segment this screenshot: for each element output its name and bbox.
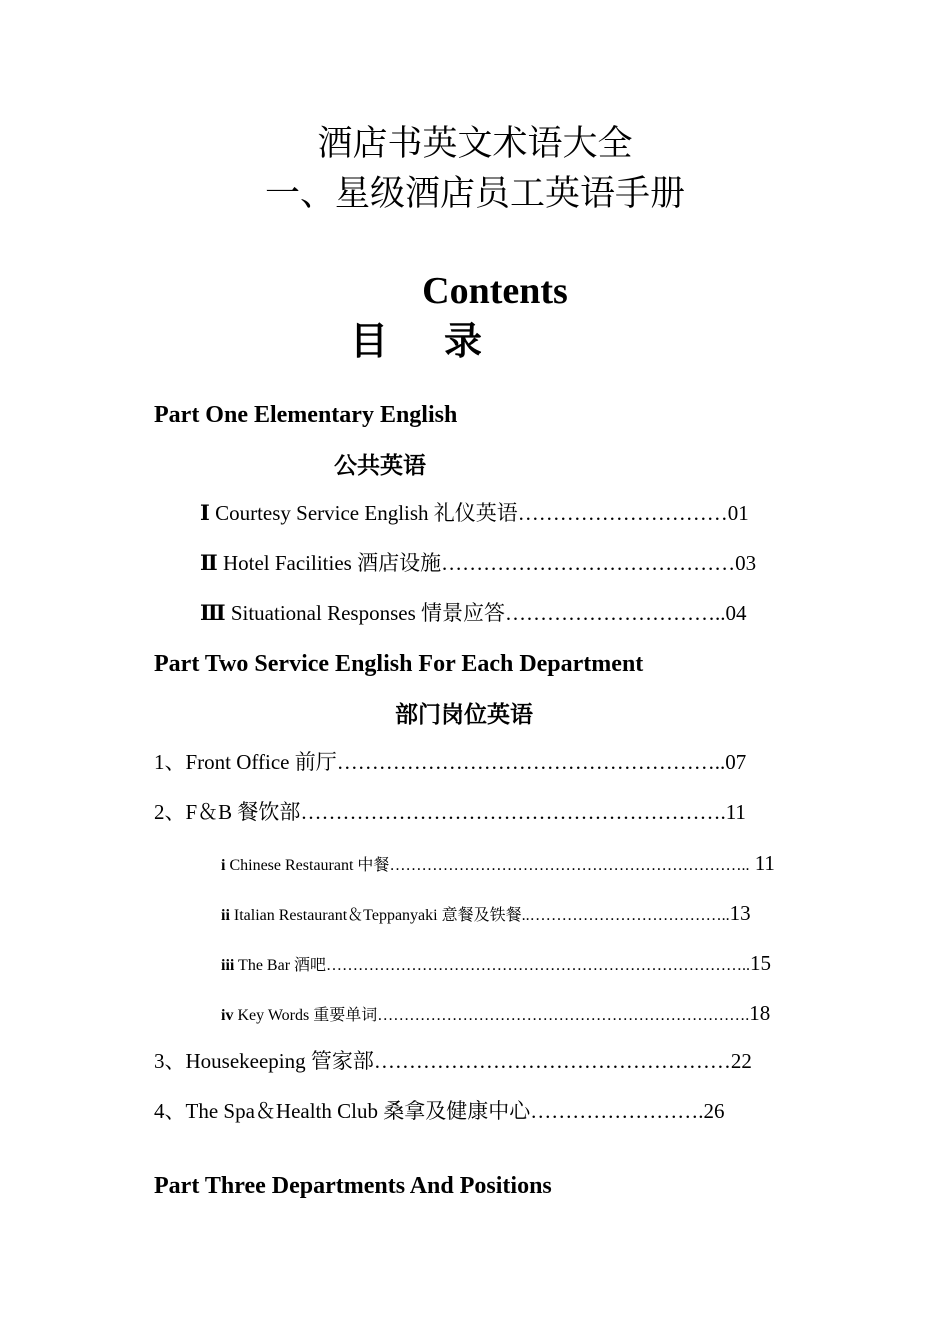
toc-entry[interactable] bbox=[200, 603, 747, 624]
toc-entry-leader: ………………………… bbox=[517, 501, 728, 525]
toc-entry-label: 4、The Spa＆Health Club 桑拿及健康中心 bbox=[154, 1099, 531, 1123]
toc-entry-label: Hotel Facilities 酒店设施 bbox=[217, 551, 442, 575]
toc-subentry-page: 15 bbox=[750, 951, 772, 975]
toc-entry[interactable] bbox=[200, 503, 749, 524]
toc-entry[interactable] bbox=[200, 553, 756, 574]
toc-subentry-page: 13 bbox=[729, 901, 751, 925]
toc-entry-page: 26 bbox=[703, 1099, 725, 1123]
toc-subentry-leader: …………………………………………………………………….. bbox=[326, 957, 751, 974]
toc-subentry-number: i bbox=[221, 857, 226, 874]
toc-entry-label: Situational Responses 情景应答 bbox=[225, 601, 505, 625]
toc-entry[interactable] bbox=[154, 802, 746, 823]
toc-entry-page: 04 bbox=[725, 601, 747, 625]
toc-subentry-label: Chinese Restaurant 中餐 bbox=[225, 857, 390, 874]
toc-subentry-number: iv bbox=[221, 1007, 234, 1024]
toc-entry-leader: ………………………….. bbox=[505, 601, 726, 625]
toc-entry-number: Ⅲ bbox=[200, 601, 226, 625]
toc-entry[interactable] bbox=[154, 1101, 724, 1122]
toc-entry[interactable] bbox=[154, 1051, 752, 1072]
part-two-subtitle: 部门岗位英语 bbox=[395, 702, 533, 727]
toc-subentry-label: Italian Restaurant＆Teppanyaki 意餐及铁餐 bbox=[229, 907, 522, 924]
toc-entry-leader: ……………………………………………….. bbox=[336, 750, 726, 774]
toc-subentry-label: Key Words 重要单词 bbox=[233, 1007, 378, 1024]
contents-heading-cn-char2: 录 bbox=[444, 321, 483, 363]
toc-subentry[interactable] bbox=[221, 953, 771, 974]
toc-entry[interactable] bbox=[154, 752, 746, 773]
contents-heading-cn-char1: 目 bbox=[350, 321, 389, 363]
toc-subentry-number: iii bbox=[221, 957, 235, 974]
part-one-title: Part One Elementary English bbox=[154, 402, 458, 428]
toc-entry-label: Courtesy Service English 礼仪英语 bbox=[209, 501, 518, 525]
toc-entry-label: 2、F＆B 餐饮部 bbox=[154, 800, 301, 824]
part-two-title: Part Two Service English For Each Department bbox=[154, 651, 644, 677]
part-one-subtitle: 公共英语 bbox=[334, 453, 426, 478]
toc-entry-page: 03 bbox=[735, 551, 757, 575]
toc-entry-page: 01 bbox=[727, 501, 749, 525]
toc-subentry-leader: ………………………………………………………….. bbox=[389, 857, 750, 874]
toc-subentry-leader: ..……………………………….. bbox=[521, 907, 730, 924]
document-subtitle: 一、星级酒店员工英语手册 bbox=[264, 174, 685, 213]
toc-entry-number: Ⅰ bbox=[200, 501, 210, 525]
toc-subentry[interactable] bbox=[221, 1003, 770, 1024]
contents-heading: Contents bbox=[422, 270, 568, 312]
toc-entry-page: 22 bbox=[730, 1049, 752, 1073]
toc-subentry-page: 11 bbox=[749, 851, 775, 875]
toc-subentry-label: The Bar 酒吧 bbox=[234, 957, 327, 974]
toc-entry-page: 11 bbox=[725, 800, 746, 824]
contents-heading-cn bbox=[350, 323, 482, 361]
toc-entry-page: 07 bbox=[725, 750, 747, 774]
part-three-title: Part Three Departments And Positions bbox=[154, 1173, 552, 1199]
toc-entry-label: 1、Front Office 前厅 bbox=[154, 750, 337, 774]
toc-entry-number: Ⅱ bbox=[200, 551, 218, 575]
toc-entry-leader: ……………………………………………………. bbox=[300, 800, 726, 824]
toc-entry-leader: …………………………………… bbox=[441, 551, 736, 575]
toc-subentry-number: ii bbox=[221, 907, 230, 924]
toc-entry-leader: …………………………………………… bbox=[373, 1049, 731, 1073]
toc-subentry-page: 18 bbox=[749, 1001, 771, 1025]
toc-entry-leader: ……………………. bbox=[530, 1099, 704, 1123]
document-title: 酒店书英文术语大全 bbox=[317, 124, 633, 163]
toc-subentry[interactable] bbox=[221, 903, 751, 924]
toc-entry-label: 3、Housekeeping 管家部 bbox=[154, 1049, 374, 1073]
toc-subentry[interactable] bbox=[221, 853, 775, 874]
toc-subentry-leader: ……………………………………………………………. bbox=[377, 1007, 750, 1024]
